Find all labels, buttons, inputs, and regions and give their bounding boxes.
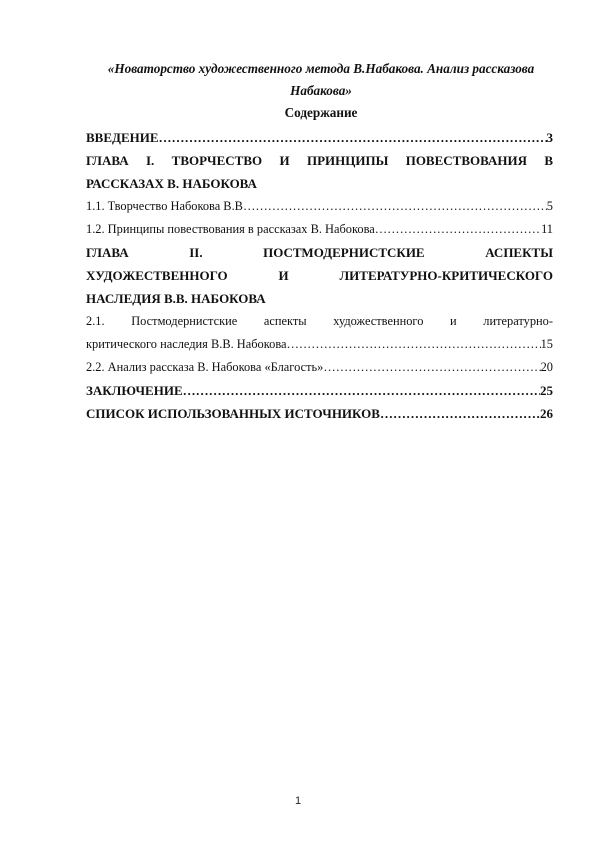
toc-page: 11 [541, 222, 553, 236]
document-title [86, 58, 556, 102]
word: ПОВЕСТВОВАНИЯ [405, 153, 527, 168]
toc-chapter-2-line-2 [86, 264, 553, 287]
word: 2.1. [86, 314, 105, 328]
word: ПОСТМОДЕРНИСТСКИЕ [263, 245, 425, 260]
word: художественного [333, 314, 424, 328]
toc-page: 15 [540, 337, 553, 351]
toc-entry-1-2 [86, 218, 553, 241]
word: И [279, 153, 290, 168]
toc-leader-dots [159, 126, 547, 149]
title-line-2: Набакова» [290, 83, 352, 98]
word: литературно- [483, 314, 553, 328]
toc-label: 2.2. Анализ рассказа В. Набокова «Благость» [86, 360, 324, 374]
word: II. [189, 245, 203, 260]
toc-page: 5 [546, 199, 553, 213]
toc-entry-2-1-line-2 [86, 333, 553, 356]
word: I. [145, 153, 155, 168]
toc-leader-dots [323, 356, 540, 379]
toc-page: 20 [540, 360, 553, 374]
word: Постмодернистские [131, 314, 238, 328]
word: ЛИТЕРАТУРНО-КРИТИЧЕСКОГО [339, 268, 553, 283]
toc-page: 26 [540, 406, 553, 421]
toc-label: ВВЕДЕНИЕ [86, 130, 159, 145]
word: И [278, 268, 289, 283]
toc-label: 1.1. Творчество Набокова В.В [86, 199, 243, 213]
word: ХУДОЖЕСТВЕННОГО [86, 268, 228, 283]
word: ТВОРЧЕСТВО [171, 153, 263, 168]
word: ГЛАВА [86, 245, 129, 260]
toc-entry-conclusion [86, 379, 553, 402]
toc-leader-dots [375, 218, 541, 241]
toc-chapter-1-line-1 [86, 149, 553, 172]
toc-label: ЗАКЛЮЧЕНИЕ [86, 383, 183, 398]
toc-entry-1-1 [86, 195, 553, 218]
toc-leader-dots [287, 333, 541, 356]
toc-leader-dots [243, 195, 547, 218]
title-line-1: «Новаторство художественного метода В.Набакова. Анализ рассказова [107, 61, 535, 76]
toc-chapter-2-line-3: НАСЛЕДИЯ В.В. НАБОКОВА [86, 291, 266, 306]
contents-heading: Содержание [284, 105, 358, 120]
toc-chapter-1-line-2: РАССКАЗАХ В. НАБОКОВА [86, 176, 257, 191]
toc-label: СПИСОК ИСПОЛЬЗОВАННЫХ ИСТОЧНИКОВ [86, 406, 380, 421]
toc-page: 3 [546, 130, 553, 145]
toc-label: критического наследия В.В. Набокова [86, 337, 287, 351]
toc-leader-dots [183, 379, 540, 402]
toc-leader-dots [380, 402, 540, 425]
word: и [450, 314, 457, 328]
toc-page: 25 [540, 383, 553, 398]
toc-entry-2-1-line-1 [86, 310, 553, 333]
toc-chapter-2-line-1 [86, 241, 553, 264]
word: ГЛАВА [86, 153, 129, 168]
toc-label: 1.2. Принципы повествования в рассказах В. Набокова [86, 222, 375, 236]
page-number: 1 [294, 795, 302, 807]
toc-entry-intro [86, 126, 553, 149]
toc-entry-2-2 [86, 356, 553, 379]
word: АСПЕКТЫ [485, 245, 553, 260]
word: В [544, 153, 553, 168]
word: ПРИНЦИПЫ [306, 153, 389, 168]
toc-entry-sources [86, 402, 553, 425]
word: аспекты [263, 314, 307, 328]
table-of-contents [86, 126, 553, 425]
